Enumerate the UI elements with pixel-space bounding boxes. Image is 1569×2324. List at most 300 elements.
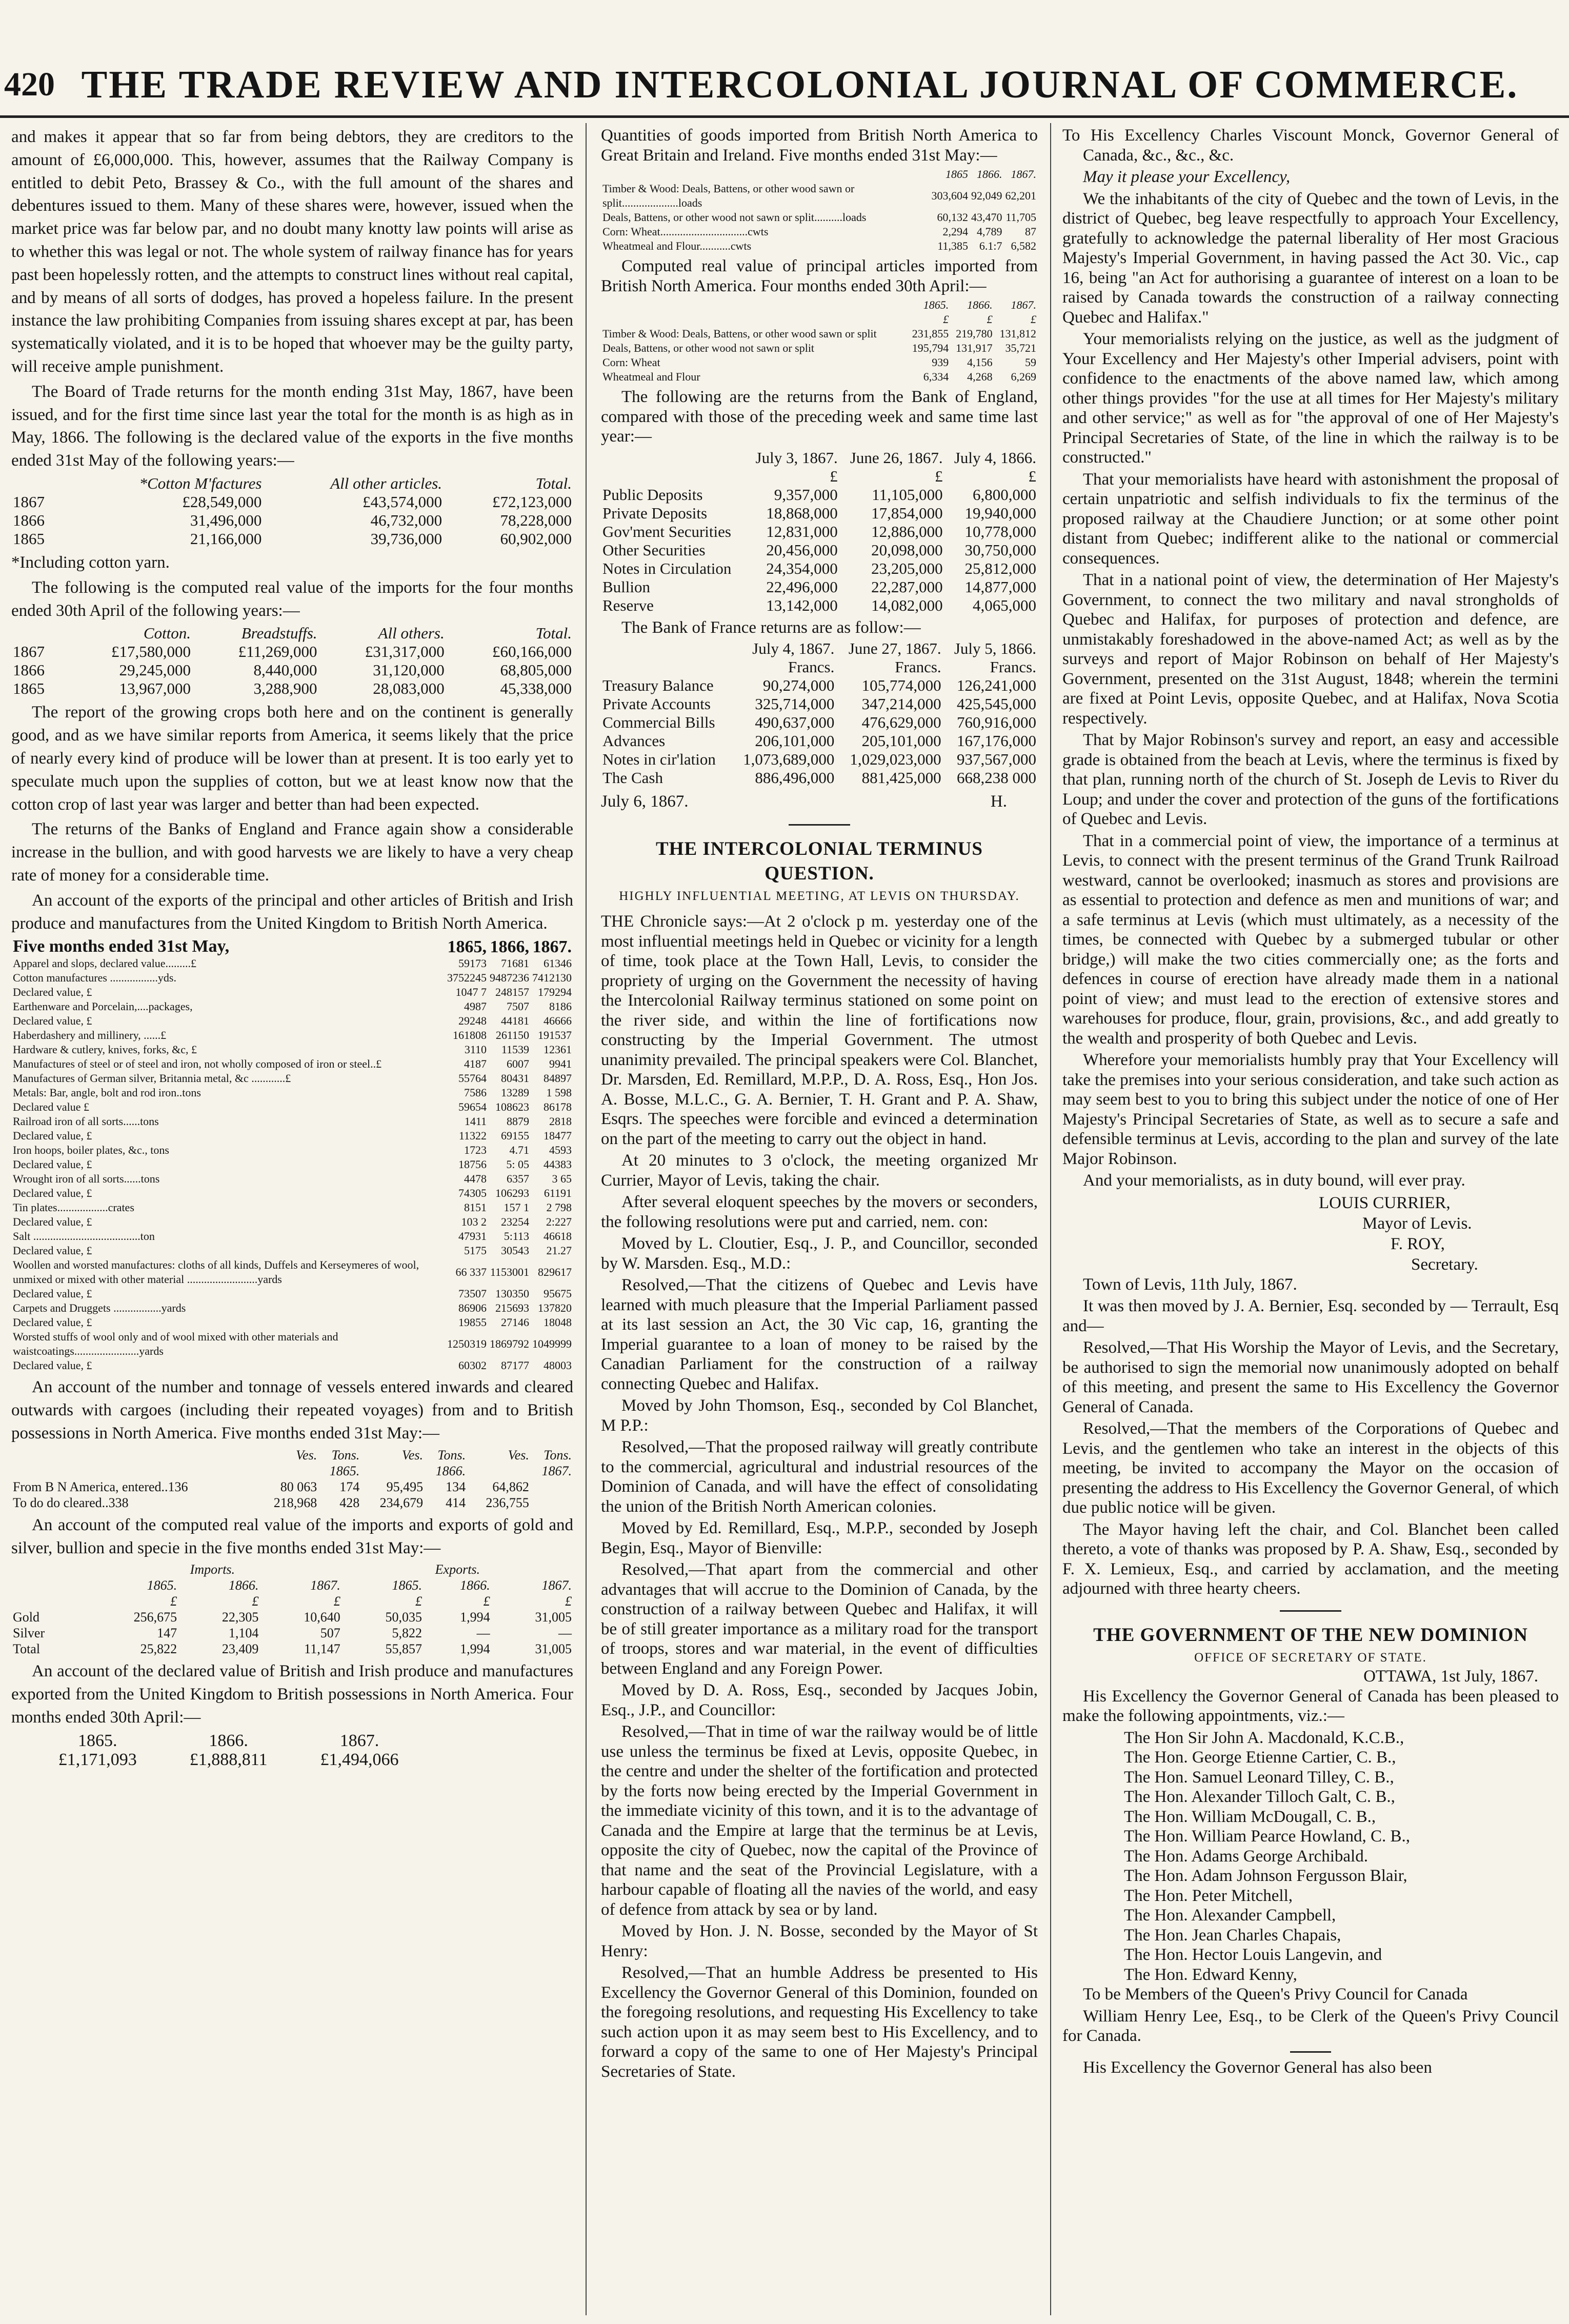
table-cell: 64,862 — [492, 1479, 529, 1494]
table-cell: 4,268 — [967, 370, 993, 383]
imports-table — [11, 624, 573, 698]
table-cell: 31,005 — [535, 1641, 572, 1657]
table-row — [11, 1028, 573, 1043]
table-head-cell: July 5, 1866. — [954, 639, 1036, 657]
table-cell: 31,496,000 — [190, 511, 262, 529]
table-cell: 62,201 — [1005, 189, 1036, 202]
paragraph: Resolved,—That the members of the Corporations of Quebec and Levis, and the gentlemen who take an interest in the objects of this meeting, be invited to accompany the Mayor on the occasion of presenting the address to His Excellency the Governor General, of which due public notice will be given. — [1062, 1419, 1559, 1517]
table-cell: 4478 — [464, 1172, 487, 1186]
list-item: The Hon Sir John A. Macdonald, K.C.B., — [1124, 1728, 1404, 1747]
table-cell: 507 — [320, 1626, 340, 1641]
table-cell: 6007 — [507, 1057, 529, 1071]
table-cell: Manufactures of German silver, Britannia metal, &c ............£ — [13, 1072, 291, 1085]
table-row — [601, 355, 1038, 370]
table-cell: £43,574,000 — [363, 492, 442, 511]
table-cell: 886,496,000 — [755, 769, 835, 787]
vessels-table — [11, 1447, 573, 1511]
table-cell: Private Deposits — [602, 504, 708, 522]
table-cell: 347,214,000 — [861, 695, 941, 713]
table-row — [11, 1609, 573, 1625]
table-cell: Advances — [602, 732, 666, 750]
table-row — [11, 1258, 573, 1287]
table-head-cell: Total. — [535, 474, 572, 492]
journal-title: THE TRADE REVIEW AND INTERCOLONIAL JOURNAL OF COMMERCE. — [81, 63, 1519, 106]
table-cell: 68,805,000 — [500, 661, 572, 679]
table-cell: 14,082,000 — [871, 596, 943, 614]
table-cell: 3,288,900 — [253, 679, 317, 698]
table-head-cell: All other articles. — [330, 474, 442, 492]
table-head-cell: Ves. — [296, 1447, 317, 1462]
table-cell: 219,780 — [956, 327, 993, 340]
table-row — [11, 1200, 573, 1215]
paragraph: At 20 minutes to 3 o'clock, the meeting organized Mr Currier, Mayor of Levis, taking the chair. — [601, 1151, 1038, 1190]
table-cell: 130350 — [495, 1287, 529, 1300]
table-cell: 90,274,000 — [762, 676, 835, 694]
bank-of-france-body — [601, 676, 1038, 787]
table-cell: Manufactures of steel or of steel and iron, not wholly composed of iron or steel..£ — [13, 1057, 382, 1071]
table-row — [11, 1129, 573, 1143]
table-cell: 1047 7 — [455, 986, 487, 999]
table-row — [11, 1495, 573, 1511]
table-cell: 23254 — [501, 1215, 529, 1229]
table-row — [11, 1641, 573, 1657]
table-head-cell: 1866. — [209, 1731, 248, 1750]
table-row — [11, 1057, 573, 1071]
table-cell: 84897 — [544, 1072, 572, 1085]
table-cell: 205,101,000 — [861, 732, 941, 750]
paragraph: Resolved,—That apart from the commercial and other advantages that will accrue to the Dominion of Canada, by the construction of a railway between Quebec and Halifax, it will be of still greater importance as a military road for the transport of troops, stores and war material, in the event of difficulties between England and any Foreign Power. — [601, 1560, 1038, 1678]
table-cell: 218,968 — [273, 1495, 317, 1510]
table-row — [11, 1114, 573, 1129]
paragraph: Resolved,—That an humble Address be presented to His Excellency the Governor General of this Dominion, founded on the foregoing resolutions, and requesting His Excellency to take such action upon it as may seem best to His Excellency, and to forward a copy of the same to one of Her Majesty's Principal Secretaries of State. — [601, 1964, 1038, 2081]
table-cell: 428 — [339, 1495, 360, 1510]
table-cell: 6.1:7 — [979, 239, 1002, 252]
table-cell: 1865 — [13, 529, 45, 548]
paragraph: The report of the growing crops both here and on the continent is generally good, and as we have similar reports from America, it seems likely that the price of nearly every kind of produce will be lower than at present. It is too early yet to speculate much upon the supplies of cotton, but we at least know now that the cotton crop of last year was larger and better than had been expected. — [11, 703, 573, 814]
list-item: The Hon. Hector Louis Langevin, and — [1124, 1946, 1382, 1964]
table-cell: Hardware & cutlery, knives, forks, &c, £ — [13, 1043, 197, 1056]
table-cell: 10,778,000 — [964, 522, 1036, 540]
column-rule-left — [586, 123, 587, 2315]
paragraph: Your memorialists relying on the justice, as well as the judgment of Your Excellency and Her Majesty's other Imperial advisers, point with confidence to the enactments of the above named law, which among other things provides "for the use at all times for Her Majesty's military and other service;" as well as for "the approval of one of Her Majesty's Principal Secretaries of State, of the line in which the railway is to be constructed." — [1062, 330, 1559, 467]
table-cell: 31,005 — [535, 1610, 572, 1625]
paragraph: That in a commercial point of view, the importance of a terminus at Levis, to connect with the present terminus of the Grand Trunk Railroad westward, cannot be overlooked; inasmuch as stores and provisions are as essential to protection and defence as men and munitions of war; and a safe terminus at Levis (which must ultimately, as a necessity of the times, be connected with Quebec by a submerged tubular or other bridge,) will make the two cities commercially one; as the forts and defences in course of erection have already made them in a national point of view; and must lead to the erection of extensive stores and warehouses for produce, flour, grain, provisions, &c., and add greatly to the wealth and prosperity of both Quebec and Levis. — [1062, 831, 1559, 1048]
table-cell: 5,822 — [392, 1626, 423, 1641]
table-cell: 1411 — [464, 1115, 487, 1128]
bna-imports-value-body — [601, 327, 1038, 384]
initial: H. — [990, 792, 1007, 811]
table-cell: £11,269,000 — [238, 643, 317, 661]
table-cell: Private Accounts — [602, 695, 711, 713]
table-cell: 7412130 — [532, 971, 572, 985]
table-head-cell: 1866. — [435, 1463, 466, 1478]
section-divider — [1290, 2051, 1331, 2053]
salutation: May it please your Excellency, — [1083, 168, 1291, 186]
table-cell: 1867 — [13, 492, 45, 511]
table-cell: 6,334 — [923, 370, 949, 383]
table-cell: 19,940,000 — [964, 504, 1036, 522]
table-head-cell — [11, 474, 66, 493]
table-cell: 21.27 — [546, 1244, 572, 1257]
table-cell: Declared value, £ — [13, 1129, 92, 1143]
list-item: The Hon. Alexander Campbell, — [1124, 1906, 1336, 1925]
table-head-cell: £ — [483, 1594, 490, 1609]
paragraph: William Henry Lee, Esq., to be Clerk of the Queen's Privy Council for Canada. — [1062, 2007, 1559, 2045]
table-head-cell: £ — [1031, 313, 1036, 326]
table-cell: Notes in cir'lation — [602, 750, 716, 768]
table-cell: 881,425,000 — [861, 769, 941, 787]
table-head-cell: £ — [830, 467, 838, 485]
table-cell: 80 063 — [280, 1479, 317, 1494]
table-cell: 20,098,000 — [871, 540, 943, 559]
table-cell: Corn: Wheat — [602, 356, 660, 369]
table-cell: Silver — [13, 1626, 45, 1641]
table-head-cell: July 3, 1867. — [755, 448, 838, 467]
table-cell: 18477 — [544, 1129, 572, 1143]
paragraph: The returns of the Banks of England and France again show a considerable increase in the bullion, and with good harvests we are likely to have a very cheap rate of money for a considerable time. — [11, 820, 573, 885]
table-cell: — — [476, 1626, 490, 1641]
table-head-cell: Ves. — [401, 1447, 424, 1462]
table-row — [11, 1215, 573, 1229]
table-cell: £1,171,093 — [58, 1750, 137, 1769]
table-cell: 303,604 — [931, 189, 968, 202]
table-row — [11, 1625, 573, 1641]
table-cell: 18,868,000 — [766, 504, 838, 522]
table-cell: 73507 — [458, 1287, 487, 1300]
table-cell: 1,104 — [228, 1626, 259, 1641]
table-cell: 35,721 — [1005, 342, 1036, 354]
table-head-cell: Cotton. — [143, 624, 191, 643]
table-cell: Salt ......................................ton — [13, 1230, 155, 1243]
table-head-cell: 1866. — [228, 1578, 259, 1593]
list-item: The Hon. George Etienne Cartier, C. B., — [1124, 1748, 1396, 1767]
table-row — [601, 695, 1038, 713]
table-cell: — — [558, 1626, 572, 1641]
table-cell: 1153001 — [490, 1266, 529, 1279]
header-rule — [0, 115, 1569, 118]
table-cell: Declared value, £ — [13, 1316, 92, 1329]
table-cell: 4987 — [464, 1000, 487, 1013]
paragraph: An account of the declared value of British and Irish produce and manufactures exported from the United Kingdom to British possessions in North America. Four months ended 30th April:— — [11, 1662, 573, 1727]
table-cell: 55,857 — [385, 1641, 423, 1657]
bna-exports-table — [11, 937, 573, 1373]
table-row — [601, 225, 1038, 239]
table-head-cell: £ — [170, 1594, 177, 1609]
table-row — [11, 1315, 573, 1330]
table-cell: 18048 — [544, 1316, 572, 1329]
table-cell: 55764 — [458, 1072, 487, 1085]
table-cell: 61346 — [544, 957, 572, 970]
table-head-cell: 1867. — [1011, 298, 1036, 311]
signatory-title: Mayor of Levis. — [1362, 1214, 1472, 1233]
table-cell: Treasury Balance — [602, 676, 714, 694]
table-head-cell: £ — [1028, 467, 1036, 485]
table-cell: 59654 — [458, 1100, 487, 1114]
table-cell: 46666 — [544, 1014, 572, 1028]
paragraph: and makes it appear that so far from being debtors, they are creditors to the amount of £6,000,000. This, however, assumes that the Railway Company is entitled to debit Peto, Brassey & Co., with the full amount of the shares and debentures issued to them. Many of these shares were, however, issued when the market price was far below par, and no doubt many knotty law points will arise as to whether this was legal or not. The whole system of railway finance has for years past been hopelessly rotten, and the attempts to construct lines without real capital, and by means of all sorts of dodges, has proved a hopeless failure. In the present instance the law prohibiting Companies from issuing shares except at par, has been systematically violated, and it is to be hoped that whoever may be the guilty party, will receive ample punishment. — [11, 128, 573, 376]
paragraph: Quantities of goods imported from British North America to Great Britain and Ireland. Five months ended 31st May:— — [601, 126, 1038, 165]
table-cell: 3 65 — [552, 1172, 572, 1186]
paragraph: Computed real value of principal articles imported from British North America. Four months ended 30th April:— — [601, 257, 1038, 295]
table-cell: 8151 — [464, 1201, 487, 1214]
table-cell: 45,338,000 — [500, 679, 572, 698]
paragraph: The Board of Trade returns for the month ending 31st May, 1867, have been issued, and for the first time since last year the total for the month is as high as in May, 1866. The following is the declared value of the exports in the five months ended 31st May of the following years:— — [11, 382, 573, 470]
list-item: The Hon. Adam Johnson Fergusson Blair, — [1124, 1867, 1407, 1885]
footnote: *Including cotton yarn. — [11, 553, 170, 572]
table-cell: 87 — [1025, 225, 1036, 238]
table-cell: 60,132 — [937, 211, 968, 224]
table-cell: Gold — [13, 1610, 39, 1625]
table-cell: 86906 — [458, 1301, 487, 1315]
table-head-cell: £ — [943, 313, 949, 326]
table-cell: 937,567,000 — [957, 750, 1036, 768]
table-cell: 174 — [339, 1479, 360, 1494]
list-item: The Hon. Samuel Leonard Tilley, C. B., — [1124, 1768, 1394, 1787]
table-cell: 261150 — [495, 1029, 529, 1042]
table-cell: 256,675 — [133, 1610, 177, 1625]
column-rule-right — [1050, 123, 1051, 2315]
table-cell: 10,640 — [304, 1610, 340, 1625]
table-head-cell: July 4, 1867. — [752, 639, 835, 657]
paragraph: An account of the exports of the principal and other articles of British and Irish produce and manufactures from the United Kingdom to British North America. — [11, 891, 573, 933]
table-row — [11, 1330, 573, 1358]
bank-of-france-table — [601, 639, 1038, 787]
table-cell: Wrought iron of all sorts......tons — [13, 1172, 160, 1186]
table-cell: 47931 — [458, 1230, 487, 1243]
table-row — [11, 1143, 573, 1157]
bank-of-england-body — [601, 486, 1038, 615]
section-subheading: HIGHLY INFLUENTIAL MEETING, AT LEVIS ON THURSDAY. — [619, 889, 1020, 903]
table-head-cell: 1867. — [310, 1578, 340, 1593]
bullion-table — [11, 1561, 573, 1657]
table-cell: 668,238 000 — [957, 769, 1036, 787]
table-row — [11, 1229, 573, 1244]
table-row — [11, 1014, 573, 1028]
paragraph: Moved by Ed. Remillard, Esq., M.P.P., seconded by Joseph Begin, Esq., Mayor of Bienville: — [601, 1519, 1038, 1557]
table-cell: 2 798 — [546, 1201, 572, 1214]
appointments-list — [1062, 1728, 1559, 1985]
table-head-cell: £ — [333, 1594, 340, 1609]
table-head-cell: 1866. — [460, 1578, 490, 1593]
table-head-cell: 1865. — [329, 1463, 360, 1478]
table-cell: Total — [13, 1641, 41, 1657]
table-cell: 6,582 — [1011, 239, 1036, 252]
table-cell: 12,886,000 — [871, 522, 943, 540]
table-row — [601, 486, 1038, 504]
table-head-cell: Imports. — [190, 1562, 235, 1577]
table-row — [601, 732, 1038, 750]
table-row — [11, 661, 573, 679]
table-cell: Declared value, £ — [13, 1014, 92, 1028]
table-cell: Declared value, £ — [13, 1158, 92, 1171]
table-cell: 46618 — [544, 1230, 572, 1243]
table-head-cell: £ — [565, 1594, 572, 1609]
table-row — [11, 643, 573, 661]
table-row — [601, 750, 1038, 769]
list-item: The Hon. Peter Mitchell, — [1124, 1886, 1293, 1905]
table-head-cell: £ — [987, 313, 993, 326]
table-cell: 2,294 — [942, 225, 968, 238]
table-cell: Wheatmeal and Flour...........cwts — [602, 239, 752, 252]
table-head-cell: Tons. — [544, 1447, 572, 1462]
table-cell: Deals, Battens, or other wood not sawn or split..........loads — [602, 211, 867, 224]
table-cell: 829617 — [538, 1266, 572, 1279]
table-head-cell: Francs. — [788, 658, 835, 676]
table-cell: 12361 — [544, 1043, 572, 1056]
table-head-cell: Tons. — [331, 1447, 360, 1462]
table-cell: 61191 — [544, 1187, 572, 1200]
table-cell: 11539 — [501, 1043, 529, 1056]
section-subheading: OFFICE OF SECRETARY OF STATE. — [1194, 1650, 1427, 1665]
table-head-cell: Ves. — [508, 1447, 529, 1462]
table-cell: 1,073,689,000 — [743, 750, 835, 768]
table-cell: 60,902,000 — [500, 529, 572, 548]
table-cell: 11,385 — [937, 239, 968, 252]
table-cell: To do do cleared..338 — [13, 1495, 129, 1510]
table-head-cell: 1865. — [392, 1578, 423, 1593]
paragraph: Moved by L. Cloutier, Esq., J. P., and Councillor, seconded by W. Marsden. Esq., M.D.: — [601, 1234, 1038, 1273]
table-head-cell: 1867. — [532, 937, 572, 956]
table-cell: 6,269 — [1011, 370, 1036, 383]
table-cell: 1,994 — [460, 1610, 490, 1625]
table-cell: 13289 — [501, 1086, 529, 1099]
table-cell: 95,495 — [386, 1479, 424, 1494]
table-cell: 24,354,000 — [766, 559, 838, 577]
table-cell: 59 — [1025, 356, 1036, 369]
table-row — [11, 971, 573, 985]
paragraph: An account of the computed real value of the imports and exports of gold and silver, bullion and specie in the five months ended 31st May:— — [11, 1515, 573, 1557]
table-cell: 1866 — [13, 511, 45, 529]
table-cell: 22,287,000 — [871, 577, 943, 596]
table-cell: Bullion — [602, 577, 651, 596]
table-head-cell: 1867. — [541, 1463, 572, 1478]
list-item: The Hon. Adams George Archibald. — [1124, 1847, 1368, 1866]
page-header — [0, 56, 1569, 113]
signatory-title: Secretary. — [1411, 1255, 1478, 1274]
table-cell: 7507 — [507, 1000, 529, 1013]
table-cell: Declared value £ — [13, 1100, 90, 1114]
table-cell: 46,732,000 — [370, 511, 442, 529]
table-cell: £1,888,811 — [189, 1750, 268, 1769]
table-cell: 1250319 — [447, 1337, 487, 1351]
section-heading: THE INTERCOLONIAL TERMINUS QUESTION. — [655, 838, 983, 884]
table-head-cell — [11, 624, 65, 643]
table-cell: Declared value, £ — [13, 1359, 92, 1372]
table-cell: 78,228,000 — [500, 511, 572, 529]
table-cell: 66 337 — [455, 1266, 487, 1279]
table-row — [601, 327, 1038, 341]
table-head-cell: 1866, — [490, 937, 529, 956]
table-head-cell: Francs. — [895, 658, 941, 676]
table-cell: 22,496,000 — [766, 577, 838, 596]
table-cell: 71681 — [501, 957, 529, 970]
table-row — [601, 370, 1038, 384]
dateline: Town of Levis, 11th July, 1867. — [1083, 1275, 1297, 1294]
table-head-cell: £ — [935, 467, 943, 485]
table-cell: 414 — [446, 1495, 466, 1510]
paragraph: The Bank of France returns are as follow:— — [621, 618, 921, 637]
table-cell: 22,305 — [222, 1610, 259, 1625]
list-item: The Hon. William McDougall, C. B., — [1124, 1807, 1376, 1826]
table-cell: 18756 — [458, 1158, 487, 1171]
table-cell: 23,409 — [222, 1641, 259, 1657]
paragraph: To be Members of the Queen's Privy Council for Canada — [1083, 1985, 1468, 2004]
table-cell: 50,035 — [385, 1610, 423, 1625]
table-cell: 8879 — [507, 1115, 529, 1128]
paragraph: Moved by John Thomson, Esq., seconded by Col Blanchet, M P.P.: — [601, 1396, 1038, 1435]
table-cell: 4593 — [549, 1144, 572, 1157]
table-cell: 80431 — [501, 1072, 529, 1085]
table-cell: 325,714,000 — [755, 695, 835, 713]
table-head-cell: £ — [415, 1594, 423, 1609]
table-cell: 9,357,000 — [774, 485, 838, 504]
table-row — [601, 523, 1038, 541]
table-row — [11, 1287, 573, 1301]
table-row — [11, 493, 573, 511]
table-row — [601, 182, 1038, 210]
table-cell: 13,142,000 — [766, 596, 838, 614]
table-head-cell: 1865. — [77, 1731, 117, 1750]
table-head-cell: 1866. — [977, 168, 1002, 181]
table-cell: £72,123,000 — [492, 492, 572, 511]
bna-exports-body — [11, 956, 573, 1373]
table-row — [601, 676, 1038, 695]
table-cell: 157 1 — [504, 1201, 529, 1214]
table-cell: 25,812,000 — [964, 559, 1036, 577]
table-cell: 17,854,000 — [871, 504, 943, 522]
table-cell: Declared value, £ — [13, 1215, 92, 1229]
table-head-cell: June 26, 1867. — [850, 448, 943, 467]
bna-imports-value-table — [601, 298, 1038, 384]
table-cell: 44383 — [544, 1158, 572, 1171]
table-cell: Other Securities — [602, 540, 706, 559]
paragraph: Wherefore your memorialists humbly pray that Your Excellency will take the premises into your serious consideration, and take such action as may seem best to you to bring this subject under the notice of one of Her Majesty's Principal Secretaries of State, as well as to secure a safe and defensible terminus at Levis, according to the plan and survey of the late Major Robinson. — [1062, 1051, 1559, 1168]
table-head-cell: 1865 — [946, 168, 968, 181]
column-3 — [1062, 126, 1559, 2315]
table-cell: 2:227 — [546, 1215, 572, 1229]
paragraph: We the inhabitants of the city of Quebec and the town of Levis, in the district of Quebec, beg leave respectfully to approach Your Excellency, gratefully to acknowledge the paternal liberality of Her most Gracious Majesty's Imperial Government, in having passed the Act 30. Vic., cap 16, being "an Act for authorising a guarantee of interest on a loan to be raised by Canada towards the construction of a railway connecting Quebec and Halifax." — [1062, 189, 1559, 327]
table-cell: Iron hoops, boiler plates, &c., tons — [13, 1144, 169, 1157]
table-row — [11, 1157, 573, 1172]
table-cell: Railroad iron of all sorts......tons — [13, 1115, 159, 1128]
table-cell: 231,855 — [912, 327, 949, 340]
table-head-cell: *Cotton M'factures — [139, 474, 262, 492]
declared-value-table — [32, 1731, 425, 1769]
table-row — [11, 1071, 573, 1086]
table-row — [32, 1750, 425, 1769]
table-cell: £60,166,000 — [492, 643, 572, 661]
table-cell: Cotton manufactures .................yds. — [13, 971, 176, 985]
bullion-body — [11, 1609, 573, 1657]
table-cell: Timber & Wood: Deals, Battens, or other wood sawn or split — [602, 327, 877, 340]
paragraph: After several eloquent speeches by the movers or seconders, the following resolutions were put and carried, nem. con: — [601, 1193, 1038, 1231]
column-2 — [601, 126, 1038, 2315]
paragraph: Moved by Hon. J. N. Bosse, seconded by the Mayor of St Henry: — [601, 1922, 1038, 1960]
paragraph: It was then moved by J. A. Bernier, Esq. seconded by — Terrault, Esq and— — [1062, 1297, 1559, 1335]
table-row — [601, 769, 1038, 787]
paragraph: That in a national point of view, the determination of Her Majesty's Government, to connect the two military and naval strongholds of Quebec and Halifax, for purposes of protection and defence, are unmistakably foreshadowed in the above-named Act; as well as by the surveys and report of Major Robinson on behalf of Her Majesty's Government, presented on the 31st August, 1848; wherein the termini are fixed at Point Levis, opposite Quebec, and at Halifax, Nova Scotia respectively. — [1062, 571, 1559, 728]
place-date: OTTAWA, 1st July, 1867. — [1363, 1667, 1538, 1686]
table-row — [11, 956, 573, 971]
table-cell: 760,916,000 — [957, 713, 1036, 731]
section-divider — [789, 824, 850, 826]
table-row — [11, 1172, 573, 1186]
table-cell: 6,800,000 — [973, 485, 1036, 504]
table-cell: 3110 — [464, 1043, 487, 1056]
table-head-cell: 1865. — [923, 298, 949, 311]
table-cell: 206,101,000 — [755, 732, 835, 750]
table-cell: 179294 — [538, 986, 572, 999]
